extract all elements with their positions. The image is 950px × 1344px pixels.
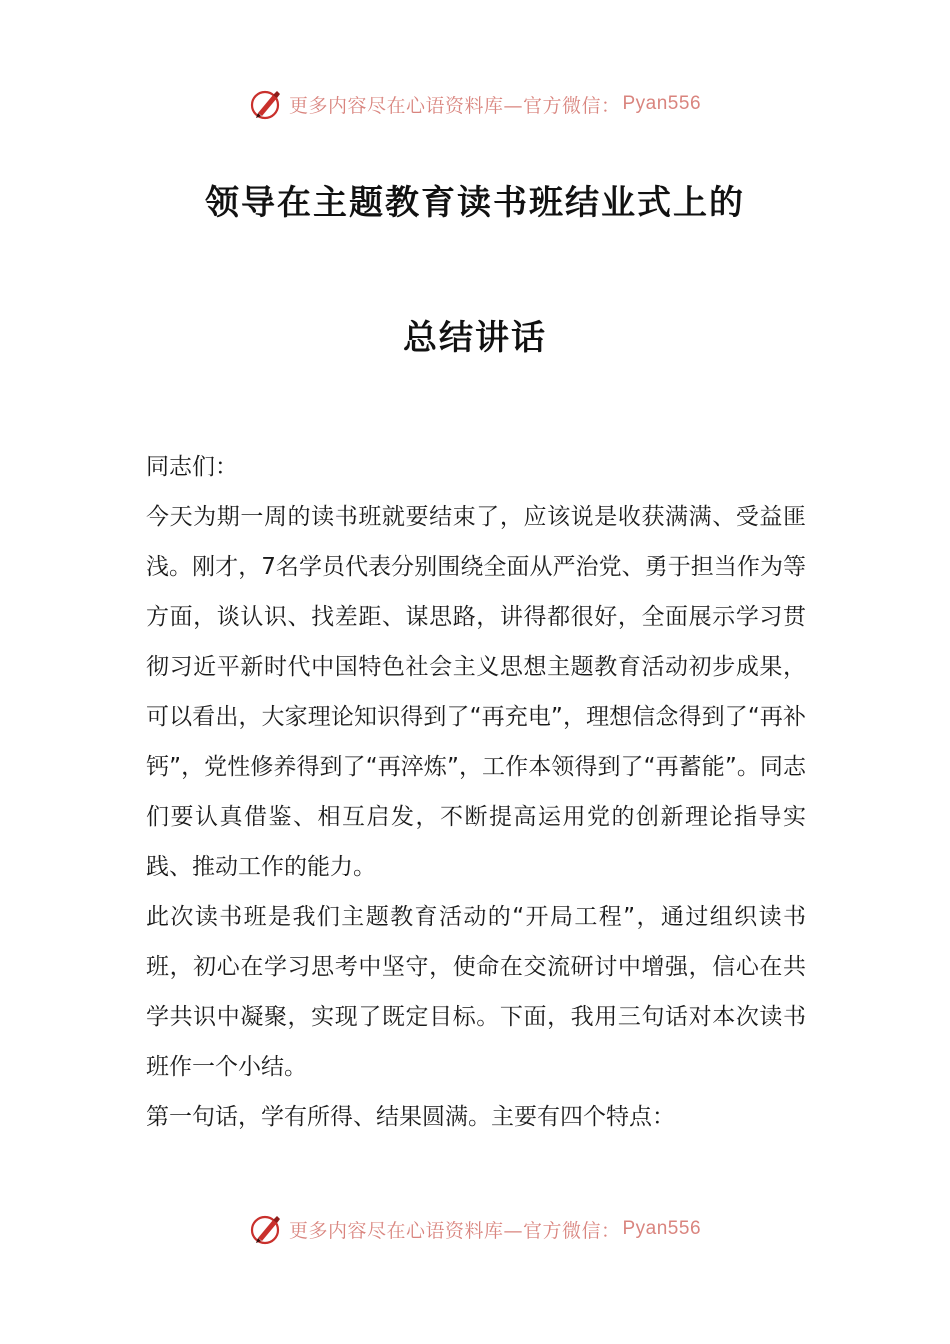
body-paragraph-3: 第一句话，学有所得、结果圆满。主要有四个特点： (146, 1104, 675, 1130)
document-title-line-1: 领导在主题教育读书班结业式上的 (205, 183, 745, 223)
footer-watermark (0, 1209, 950, 1249)
document-body (146, 442, 806, 1142)
salutation-paragraph: 同志们： (146, 454, 238, 480)
pen-circle-logo-icon (249, 1211, 285, 1247)
watermark-text: 更多内容尽在心语资料库—官方微信： (288, 94, 621, 117)
body-paragraph-2: 此次读书班是我们主题教育活动的“开局工程”，通过组织读书班，初心在学习思考中坚守，使命在交流研讨中增强，信心在共学共识中凝聚，实现了既定目标。下面，我用三句话对本次读书班作一个小结。 (146, 904, 806, 1080)
header-watermark (0, 84, 950, 124)
watermark-wechat-id: Pyan556 (622, 1218, 702, 1239)
watermark-wechat-id: Pyan556 (622, 93, 702, 114)
pen-circle-logo-icon (249, 86, 285, 122)
document-title-line-2: 总结讲话 (403, 318, 547, 358)
watermark-text: 更多内容尽在心语资料库—官方微信： (288, 1219, 621, 1242)
body-paragraph-1: 今天为期一周的读书班就要结束了，应该说是收获满满、受益匪浅。刚才，7名学员代表分别围绕全面从严治党、勇于担当作为等方面，谈认识、找差距、谋思路，讲得都很好，全面展示学习贯彻习近平新时代中国特色社会主义思想主题教育活动初步成果，可以看出，大家理论知识得到了“再充电”，理想信念得到了“再补钙”，党性修养得到了“再淬炼”，工作本领得到了“再蓄能”。同志们要认真借鉴、相互启发，不断提高运用党的创新理论指导实践、推动工作的能力。 (146, 504, 806, 880)
